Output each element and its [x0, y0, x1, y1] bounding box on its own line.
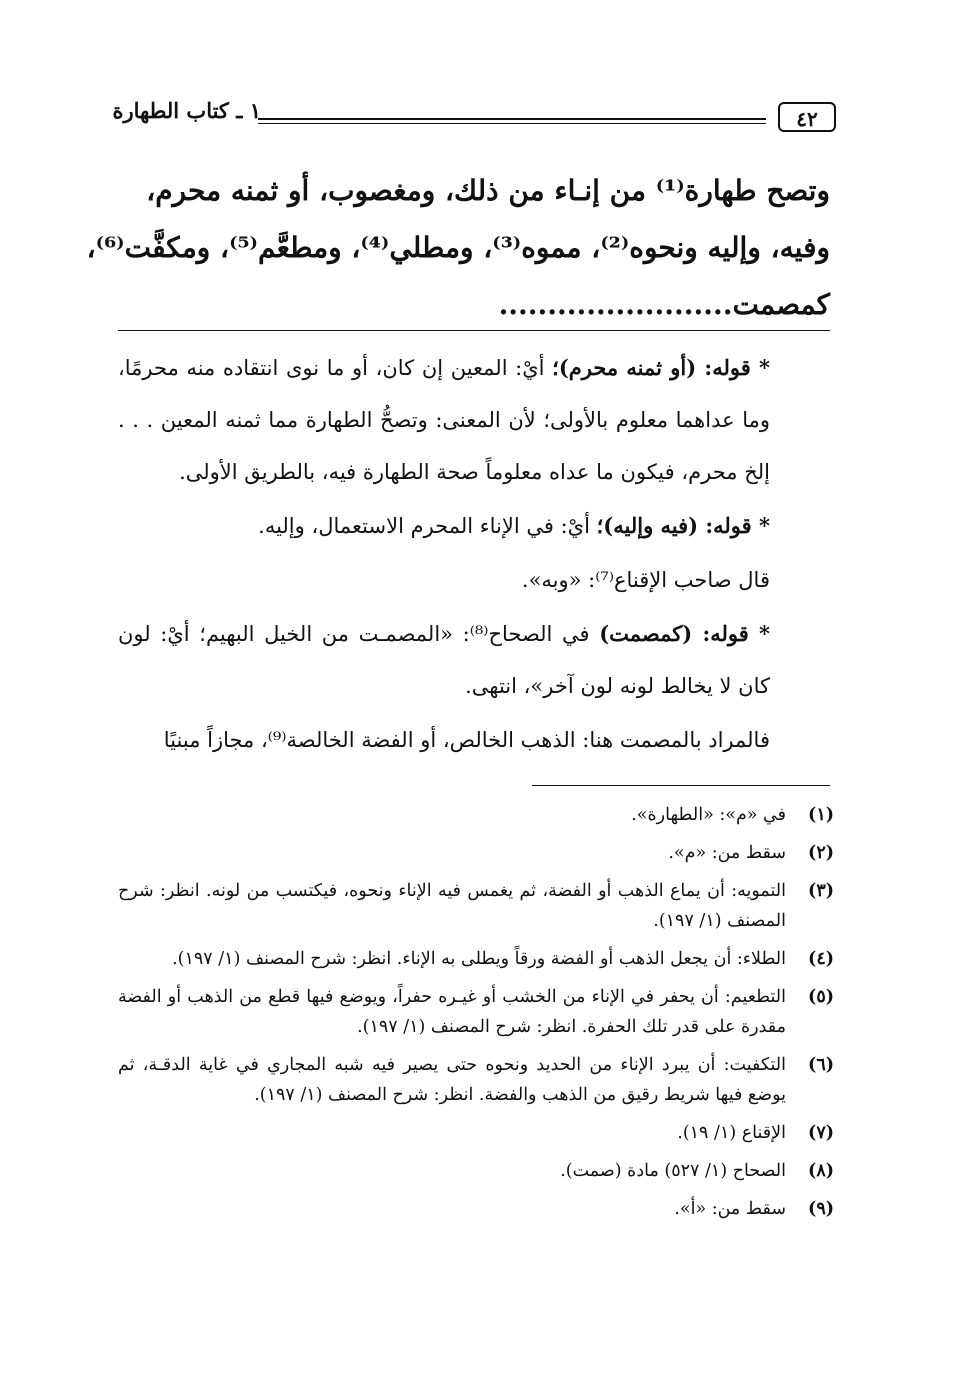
header-rule-thin [258, 123, 766, 124]
commentary-text-1: أيْ: المعين إن كان، أو ما نوى انتقاده منه محرمًا، وما عداهما معلوم بالأولى؛ لأن المعنى: وتصحُّ الطهارة مما ثمنه المعين . . . إلخ محرم، فيكون ما عداه معلوماً صحة الطهارة فيه، بالطريق الأولى. [118, 356, 770, 484]
footnote-text: التطعيم: أن يحفر في الإناء من الخشب أو غيـره حفراً، ويوضع فيها قطع من الذهب أو الفضة مقدرة على قدر تلك الحفرة. انظر: شرح المصنف (١/ ١٩٧). [118, 987, 786, 1037]
footnote-number: (٤) [808, 949, 834, 969]
footnote-number: (٥) [808, 987, 834, 1007]
commentary-paragraph-5 [118, 714, 830, 766]
chapter-title: ١ ـ كتاب الطهارة [112, 98, 261, 123]
footnote-number: (١) [808, 805, 834, 825]
footnote-8 [118, 1156, 834, 1186]
commentary-text-5: فالمراد بالمصمت هنا: الذهب الخالص، أو الفضة الخالصة⁽⁹⁾، مجازاً مبنيًا [163, 728, 770, 752]
footnote-text: الإقناع (١/ ١٩). [677, 1123, 786, 1143]
main-text [86, 162, 830, 333]
footnote-text: في «م»: «الطهارة». [631, 805, 786, 825]
commentary-text-2: أيْ: في الإناء المحرم الاستعمال، وإليه. [258, 514, 597, 538]
footnote-text: التمويه: أن يماع الذهب أو الفضة، ثم يغمس فيه الإناء ونحوه، فيكتسب من لونه. انظر: شرح المصنف (١/ ١٩٧). [118, 881, 786, 931]
footnote-1 [118, 800, 834, 830]
text-separator [118, 330, 830, 331]
footnotes [118, 800, 834, 1232]
footnote-text: سقط من: «أ». [674, 1199, 786, 1219]
commentary-paragraph-4 [118, 608, 830, 712]
commentary-text-3: قال صاحب الإقناع⁽⁷⁾: «وبه». [521, 568, 770, 592]
commentary [118, 342, 830, 766]
main-text-word: كمصمت [732, 288, 830, 321]
page-header [108, 94, 836, 138]
footnote-6 [118, 1050, 834, 1110]
main-text-line-2: وفيه، وإليه ونحوه⁽²⁾، مموه⁽³⁾، ومطلي⁽⁴⁾، ومطعَّم⁽⁵⁾، ومكفَّت⁽⁶⁾، [86, 231, 830, 264]
footnote-rule [532, 785, 830, 786]
footnote-3 [118, 876, 834, 936]
commentary-paragraph-2 [118, 500, 830, 552]
footnote-number: (٩) [808, 1199, 834, 1219]
footnote-number: (٦) [808, 1055, 834, 1075]
main-text-line-3 [118, 276, 830, 333]
commentary-paragraph-1 [118, 342, 830, 498]
footnote-9 [118, 1194, 834, 1224]
commentary-paragraph-3 [118, 554, 830, 606]
footnote-2 [118, 838, 834, 868]
footnote-text: التكفيت: أن يبرد الإناء من الحديد ونحوه حتى يصير فيه شبه المجاري في غاية الدقـة، ثم يوضع فيها شريط رقيق من الذهب والفضة. انظر: شرح المصنف (١/ ١٩٧). [118, 1055, 786, 1105]
commentary-lead-4: * قوله: (كمصمت) [599, 621, 770, 646]
footnote-number: (٢) [808, 843, 834, 863]
footnote-text: الصحاح (١/ ٥٢٧) مادة (صمت). [560, 1161, 786, 1181]
footnote-7 [118, 1118, 834, 1148]
footnote-text: سقط من: «م». [668, 843, 786, 863]
dotted-leader: ........................ [498, 288, 733, 321]
commentary-lead-2: * قوله: (فيه وإليه)؛ [596, 513, 770, 538]
footnote-number: (٧) [808, 1123, 834, 1143]
page-number: ٤٢ [778, 102, 836, 132]
commentary-lead-1: * قوله: (أو ثمنه محرم)؛ [552, 355, 770, 380]
commentary-text-4: في الصحاح⁽⁸⁾: «المصمـت من الخيل البهيم؛ أيْ: لون كان لا يخالط لونه لون آخر»، انتهى. [118, 622, 770, 698]
main-text-line-1: وتصح طهارة⁽¹⁾ من إنـاء من ذلك، ومغصوب، أو ثمنه محرم، [146, 174, 830, 207]
header-rule [258, 118, 766, 120]
footnote-5 [118, 982, 834, 1042]
footnote-number: (٣) [808, 881, 834, 901]
footnote-text: الطلاء: أن يجعل الذهب أو الفضة ورقاً ويطلى به الإناء. انظر: شرح المصنف (١/ ١٩٧). [172, 949, 786, 969]
footnote-4 [118, 944, 834, 974]
footnote-number: (٨) [808, 1161, 834, 1181]
